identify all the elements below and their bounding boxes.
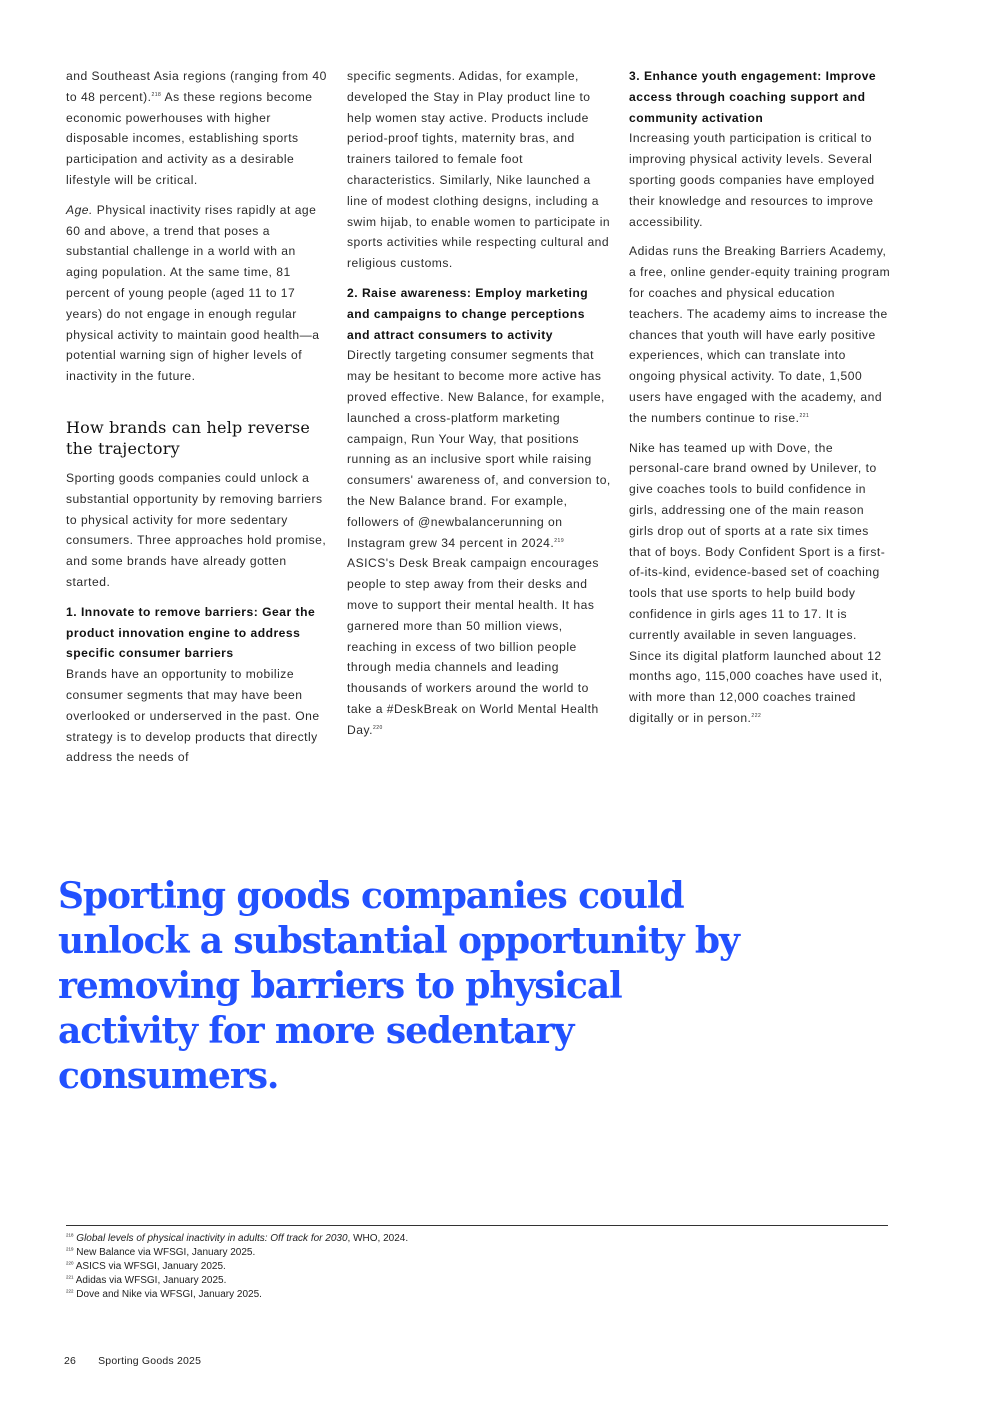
pull-quote: Sporting goods companies could unlock a substantial opportunity by removing barriers to physical activity for more sedentary consumers. bbox=[58, 875, 739, 1097]
footnote-ref[interactable]: 218 bbox=[151, 91, 162, 98]
footnotes bbox=[66, 1232, 408, 1302]
footnote: $^{219}$ New Balance via WFSGI, January 2025. bbox=[66, 1246, 256, 1258]
paragraph: specific segments. Adidas, for example, developed the Stay in Play product line to help women stay active. Products include period-proof tights, maternity bras, and trainers tailored to female foot characteristics. Similarly, Nike launched a line of modest clothing designs, including a swim hijab, to enable women to participate in sports activities while respecting cultural and religious customs. bbox=[347, 69, 611, 271]
footnote-ref[interactable]: 219 bbox=[554, 537, 565, 544]
paragraph: Nike has teamed up with Dove, the personal-care brand owned by Unilever, to give coaches tools to build confidence in girls, addressing one of the main reason girls drop out of sports at a rate six times that of boys. Body Confident Sport is a first-of-its-kind, evidence-based set of coaching tools that use sports to help build body confidence in girls ages 11 to 17. It is currently available in seven languages. Since its digital platform launched about 12 months ago, 115,000 coaches have used it, with more than 12,000 coaches trained digitally or in person.$^{222}$ bbox=[629, 440, 886, 725]
subsection: 2. Raise awareness: Employ marketing and campaigns to change perceptions and attract consumers to activity Directly targeting consumer segments that may be hesitant to become more active has proved effective. New Balance, for example, launched a cross-platform marketing campaign, Run Your Way, that positions running as an inclusive sport while raising consumers' awareness of, and conversion to, the New Balance brand. For example, followers of @newbalancerunning on Instagram grew 34 percent in 2024.$^{219}$ ASICS's Desk Break campaign encourages people to step away from their desks and move to support their mental health. It has garnered more than 50 million views, reaching in excess of two billion people through media channels and leading thousands of workers around the world to take a #DeskBreak on World Mental Health Day.$^{220}$ bbox=[347, 283, 611, 741]
footnote: $^{221}$ Adidas via WFSGI, January 2025. bbox=[66, 1274, 227, 1286]
footnote-ref[interactable]: 222 bbox=[751, 712, 762, 719]
paragraph: Sporting goods companies could unlock a substantial opportunity by removing barriers to physical activity for more sedentary consumers. Three approaches hold promise, and some brands have already gotten started. bbox=[66, 470, 327, 589]
footnote: $^{220}$ ASICS via WFSGI, January 2025. bbox=[66, 1260, 226, 1272]
page-number: 26 bbox=[64, 1355, 77, 1367]
column-2 bbox=[347, 66, 611, 750]
page-footer bbox=[64, 1355, 201, 1367]
footnote-ref[interactable]: 220 bbox=[372, 724, 383, 731]
paragraph: Age. Physical inactivity rises rapidly at age 60 and above, a trend that poses a substantial challenge in a world with an aging population. At the same time, 81 percent of young people (aged 11 to 17 years) do not engage in enough regular physical activity to maintain good health—a potential warning sign of higher levels of inactivity in the future. bbox=[66, 202, 320, 384]
age-label: Age. bbox=[66, 202, 93, 217]
footnote-ref[interactable]: 221 bbox=[799, 412, 810, 419]
subsection: 1. Innovate to remove barriers: Gear the product innovation engine to address specific consumer barriers Brands have an opportunity to mobilize consumer segments that may have been overlooked or underserved in the past. One strategy is to develop products that directly address the needs of bbox=[66, 602, 328, 768]
footnote: $^{222}$ Dove and Nike via WFSGI, January 2025. bbox=[66, 1288, 262, 1300]
subsection: 3. Enhance youth engagement: Improve access through coaching support and community activation Increasing youth participation is critical to improving physical activity levels. Several sporting goods companies have employed their knowledge and resources to improve accessibility. bbox=[629, 66, 891, 232]
paragraph: and Southeast Asia regions (ranging from 40 to 48 percent).$^{218}$ As these regions become economic powerhouses with higher disposable incomes, establishing sports participation and activity as a desirable lifestyle will be critical. bbox=[66, 69, 327, 187]
publication-title: Sporting Goods 2025 bbox=[98, 1355, 202, 1367]
column-1 bbox=[66, 66, 328, 777]
subsection-heading: 2. Raise awareness: Employ marketing and campaigns to change perceptions and attract consumers to activity bbox=[347, 285, 589, 342]
subsection-heading: 3. Enhance youth engagement: Improve access through coaching support and community activation bbox=[629, 69, 877, 125]
column-3 bbox=[629, 66, 891, 738]
paragraph: Adidas runs the Breaking Barriers Academy, a free, online gender-equity training program for coaches and physical education teachers. The academy aims to increase the chances that youth will have early positive experiences, which can translate into ongoing physical activity. To date, 1,500 users have engaged with the academy, and the numbers continue to rise.$^{221}$ bbox=[629, 244, 891, 425]
subsection-heading: 1. Innovate to remove barriers: Gear the product innovation engine to address specific consumer barriers bbox=[66, 604, 316, 661]
footnote: $^{218}$ Global levels of physical inactivity in adults: Off track for 2030, WHO, 2024. bbox=[66, 1232, 409, 1244]
section-heading: How brands can help reverse the trajectory bbox=[66, 417, 311, 458]
footnote-divider bbox=[66, 1225, 888, 1226]
